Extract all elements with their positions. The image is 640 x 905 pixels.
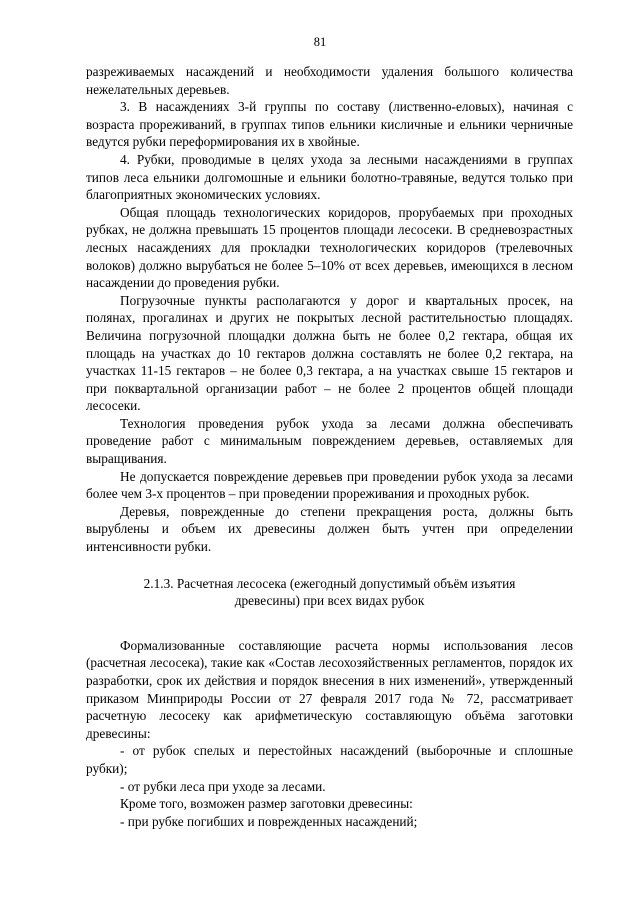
paragraph-additionally: Кроме того, возможен размер заготовки древесины: (120, 796, 413, 812)
page-number: 81 (313, 35, 327, 49)
list-item-care-cutting: - от рубки леса при уходе за лесами. (120, 778, 326, 794)
paragraph-technology: Технология проведения рубок ухода за лесами должна обеспечивать проведение работ с минимальным повреждением деревьев, оставляемых для выращивания. (86, 415, 573, 467)
paragraph-damaged-trees: Деревья, поврежденные до степени прекращения роста, должны быть вырублены и объем их древесины должен быть учтен при определении интенсивности рубки. (86, 503, 573, 555)
paragraph-corridors: Общая площадь технологических коридоров, прорубаемых при проходных рубках, не должна превышать 15 процентов площади лесосеки. В средневозрастных лесных насаждениях для прокладки технологических коридоров (трелевочных волоков) должно вырубаться не более 5–10% от всех деревьев, имеющихся в лесном насаждении до проведения рубки. (86, 204, 573, 291)
spacer (86, 610, 573, 637)
list-item-dead-stands: - при рубке погибших и поврежденных насаждений; (120, 813, 418, 829)
section-heading (86, 575, 573, 610)
paragraph-damage-limit: Не допускается повреждение деревьев при проведении рубок ухода за лесами более чем 3-х процентов – при проведении прореживания и проходных рубок. (86, 468, 573, 502)
document-body (86, 63, 573, 830)
section-heading-line-2: древесины) при всех видах рубок (234, 593, 425, 609)
paragraph-loading-points: Погрузочные пункты располагаются у дорог и квартальных просек, на полянах, прогалинах и других не покрытых лесной растительностью площадях. Величина погрузочной площадки должна быть не более 0,2 гектара, общая их площадь на участках до 10 гектаров должна составлять не более 0,2 гектара, на участках 11-15 гектаров – не более 0,3 гектара, а на участках свыше 15 гектаров и при поквартальной организации работ – не более 2 процентов общей площади лесосеки. (86, 292, 573, 414)
paragraph-item-3: 3. В насаждениях 3-й группы по составу (лиственно-еловых), начиная с возраста прореживаний, в группах типов ельники кисличные и ельники черничные ведутся рубки переформирования их в хвойные. (86, 99, 573, 150)
paragraph-formalized: Формализованные составляющие расчета нормы использования лесов (расчетная лесосека), такие как «Состав лесохозяйственных регламентов, порядок их разработки, срок их действия и порядок внесения в них изменений», утвержденный приказом Минприроды России от 27 февраля 2017 года № 72, рассматривает расчетную лесосеку как арифметическую составляющую объёма заготовки древесины: (86, 637, 573, 741)
section-heading-line-1: 2.1.3. Расчетная лесосека (ежегодный допустимый объём изъятия (143, 575, 516, 591)
paragraph-item-4: 4. Рубки, проводимые в целях ухода за лесными насаждениями в группах типов леса ельники долгомошные и ельники болотно-травяные, ведутся только при благоприятных экономических условиях. (86, 151, 573, 203)
list-item-mature-stands: - от рубок спелых и перестойных насаждений (выборочные и сплошные рубки); (86, 743, 573, 776)
paragraph-continuation: разреживаемых насаждений и необходимости удаления большого количества нежелательных деревьев. (86, 64, 573, 97)
